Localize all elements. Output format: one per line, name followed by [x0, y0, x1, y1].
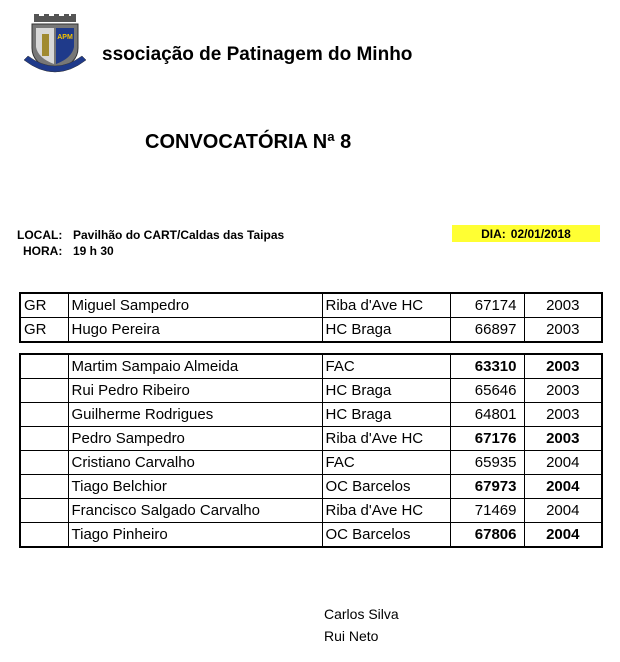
- players-table: [19, 353, 603, 548]
- hora-value: 19 h 30: [73, 244, 114, 258]
- name-cell: Tiago Belchior: [68, 475, 322, 499]
- association-name: ssociação de Patinagem do Minho: [102, 44, 413, 65]
- name-cell: Tiago Pinheiro: [68, 523, 322, 548]
- name-cell: Martim Sampaio Almeida: [68, 354, 322, 379]
- svg-text:APM: APM: [57, 34, 73, 41]
- page-title: CONVOCATÓRIA Nª 8: [145, 131, 352, 153]
- position-cell: [20, 354, 68, 379]
- dia-value: 02/01/2018: [510, 226, 571, 241]
- year-cell: 2003: [524, 318, 602, 343]
- table-row: [20, 293, 602, 318]
- position-cell: [20, 427, 68, 451]
- table-row: [20, 523, 602, 548]
- hora-label: HORA:: [23, 244, 63, 258]
- club-cell: Riba d'Ave HC: [322, 499, 450, 523]
- license-cell: 63310: [450, 354, 524, 379]
- table-row: [20, 379, 602, 403]
- signature-name: Carlos Silva: [324, 606, 399, 622]
- goalkeepers-table: [19, 292, 603, 343]
- club-cell: Riba d'Ave HC: [322, 427, 450, 451]
- position-cell: [20, 499, 68, 523]
- club-cell: HC Braga: [322, 318, 450, 343]
- date-box: [452, 225, 600, 242]
- table-row: [20, 451, 602, 475]
- position-cell: [20, 451, 68, 475]
- license-cell: 64801: [450, 403, 524, 427]
- name-cell: Miguel Sampedro: [68, 293, 322, 318]
- signature-name: Rui Neto: [324, 628, 379, 644]
- year-cell: 2003: [524, 403, 602, 427]
- club-cell: FAC: [322, 451, 450, 475]
- name-cell: Cristiano Carvalho: [68, 451, 322, 475]
- name-cell: Pedro Sampedro: [68, 427, 322, 451]
- club-cell: FAC: [322, 354, 450, 379]
- name-cell: Rui Pedro Ribeiro: [68, 379, 322, 403]
- license-cell: 67973: [450, 475, 524, 499]
- position-cell: [20, 475, 68, 499]
- club-cell: HC Braga: [322, 403, 450, 427]
- license-cell: 65646: [450, 379, 524, 403]
- license-cell: 67176: [450, 427, 524, 451]
- association-logo: [20, 14, 90, 78]
- license-cell: 65935: [450, 451, 524, 475]
- license-cell: 67174: [450, 293, 524, 318]
- year-cell: 2004: [524, 475, 602, 499]
- year-cell: 2003: [524, 354, 602, 379]
- name-cell: Hugo Pereira: [68, 318, 322, 343]
- local-value: Pavilhão do CART/Caldas das Taipas: [73, 228, 285, 242]
- club-cell: OC Barcelos: [322, 523, 450, 548]
- year-cell: 2003: [524, 427, 602, 451]
- table-row: [20, 403, 602, 427]
- position-cell: GR: [20, 318, 68, 343]
- table-row: [20, 475, 602, 499]
- position-cell: [20, 379, 68, 403]
- position-cell: [20, 403, 68, 427]
- table-row: [20, 354, 602, 379]
- name-cell: Francisco Salgado Carvalho: [68, 499, 322, 523]
- table-row: [20, 427, 602, 451]
- year-cell: 2004: [524, 523, 602, 548]
- club-cell: Riba d'Ave HC: [322, 293, 450, 318]
- license-cell: 67806: [450, 523, 524, 548]
- position-cell: [20, 523, 68, 548]
- dia-label: DIA:: [481, 226, 506, 241]
- license-cell: 66897: [450, 318, 524, 343]
- position-cell: GR: [20, 293, 68, 318]
- club-cell: HC Braga: [322, 379, 450, 403]
- table-row: [20, 318, 602, 343]
- local-label: LOCAL:: [17, 228, 63, 242]
- table-row: [20, 499, 602, 523]
- year-cell: 2004: [524, 451, 602, 475]
- club-cell: OC Barcelos: [322, 475, 450, 499]
- year-cell: 2004: [524, 499, 602, 523]
- name-cell: Guilherme Rodrigues: [68, 403, 322, 427]
- license-cell: 71469: [450, 499, 524, 523]
- year-cell: 2003: [524, 379, 602, 403]
- year-cell: 2003: [524, 293, 602, 318]
